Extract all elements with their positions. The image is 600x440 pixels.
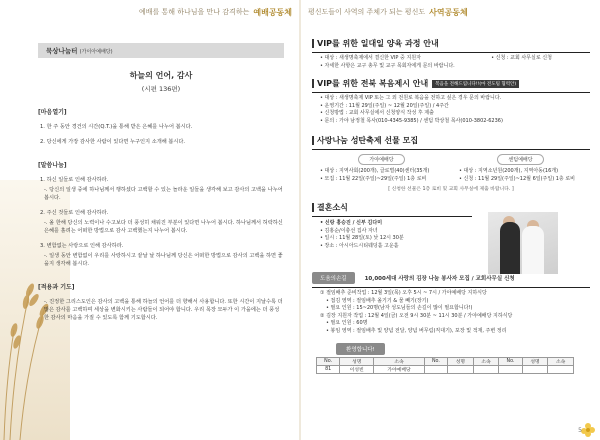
header-left-main: 예배공동체	[253, 7, 292, 17]
section-label-word: [말씀나눔]	[38, 162, 67, 169]
right-panel	[312, 32, 590, 374]
info-line: • 봉임 영역 : 절임배추 및 양념 전달, 양념 버무림(직대기), 포장 및 적재, 주변 정리	[326, 327, 507, 334]
info-line: ② 김장 지원자 작업 : 12월 4일(금) 오전 9시 30분 ~ 11시 30분 / 가야예배당 지하식당	[320, 312, 513, 319]
paragraph: 3. 변함없는 사랑으로 인해 감사하라.	[40, 243, 124, 249]
sermon-reference: (시편 136편)	[141, 85, 181, 93]
left-panel	[38, 38, 284, 428]
heading-wedding: 결혼소식	[312, 202, 590, 213]
info-line: ① 절임배추 준비작업 : 12월 3일(목) 오후 5시 ~ 7시 / 가야예배당 지하식당	[320, 290, 487, 296]
flower-decoration-icon	[560, 400, 600, 440]
info-line: • 신청 : 교회 사무실로 신청	[491, 55, 552, 61]
info-line: • 김홍순/이충선 집사 자녀	[320, 227, 378, 234]
header-right-sub: 평신도들이 사역의 주체가 되는 평신도	[308, 8, 426, 16]
header-left-sub: 예배를 통해 하나님을 만나 감격하는	[139, 8, 250, 16]
info-line: • 필요 인원 : 15~20명(남자 성도님들의 손길이 많이 필요합니다!)	[326, 305, 473, 311]
info-line: • 문의 : 가야 남정철 목사(010-4345-9385) / 센텀 박상철 목사(010-3802-6236)	[320, 117, 503, 124]
gift-note: [ 신청한 선물은 1층 로비 및 교회 사무실에 제출 바랍니다. ]	[388, 187, 514, 192]
header-right-main: 사역공동체	[429, 7, 468, 17]
info-line: • 대상 : 지역소년원(200개), 지역아동(16개)	[459, 168, 559, 174]
info-line: • 신랑 홍승진 / 신부 김다미	[320, 220, 383, 226]
heading-christmas-gifts: 사랑나눔 성탄축제 선물 모집	[312, 135, 590, 146]
page-number: 5	[578, 427, 582, 434]
info-line: • 자세한 사항은 교구 총무 및 교구 목회자에게 문의 바랍니다.	[320, 62, 455, 69]
pill-centum: 센텀예배당	[497, 154, 543, 165]
paragraph: -. 올 한해 당신의 노력이나 수고보다 더 풍성히 채워진 부분이 있다면 나누어 봅시다. 하나님께서 허락하신 은혜를 흘려는 어떠한 방법으로 감사 고백했는지 나누어 봅시다.	[44, 220, 283, 234]
gospel-note-badge: 복음을 전해드립니다!!(마 전도팀 협력안)	[432, 80, 519, 88]
info-line: • 일시 : 11월 28일(토) 낮 12시 30분	[320, 235, 404, 241]
info-line: • 모집 : 11월 22일(주일)~29일(주일) 1층 로비	[320, 175, 427, 182]
wedding-photo	[488, 212, 558, 274]
header-right	[300, 0, 600, 24]
section-tag-sub: (가이아예배당)	[79, 49, 113, 55]
paragraph: 1. 한 주 동안 경건의 시간(Q.T.)을 통해 받은 은혜를 나누어 봅시다.	[40, 124, 193, 130]
sermon-title: 하늘의 언어, 감사	[129, 71, 193, 80]
info-line: • 운영기간 : 11월 29일(주일) ~ 12월 20일(주일) / 4주간	[320, 102, 449, 109]
info-line: • 대상 : 새생명축제 VIP 또는 그 외 전원로 복음을 전하고 싶은 경우 문의 바랍니다.	[320, 95, 502, 101]
welcome-tag: 환영합니다!	[336, 343, 385, 355]
info-line: • 신청방법 : 교회 사무실에서 신청양식 작성 후 제출	[320, 110, 434, 116]
heading-vip-mentoring: VIP를 위한 일대일 양육 과정 안내	[312, 38, 590, 49]
info-line: • 대상 : 지역사회(200개), 글로벌(40)센터(35개)	[320, 168, 430, 174]
heading-vip-gospel: VIP를 위한 전북 복음제시 안내 복음을 전해드립니다!!(마 전도팀 협력안)	[312, 78, 590, 89]
table-header-row: No. 성명 소속 No. 성명 소속 No. 성명 소속	[317, 358, 574, 366]
pill-gaya: 가야예배당	[358, 154, 404, 165]
section-tag-label: 묵상나눔터	[46, 47, 78, 55]
info-line: • 필요 인원 : 60명	[326, 320, 368, 326]
paragraph: -. 일생 동안 변함없이 우리를 사랑하시고 끝날 날 하나님께 당신은 어떠한 방법으로 감사의 고백을 하면 좋을지 생각해 봅시다.	[44, 253, 283, 267]
section-tag	[38, 43, 284, 58]
section-label-open: [마음열기]	[38, 109, 67, 116]
info-line: • 대상 : 새생명축제에서 결신한 VIP 중 지원자	[320, 55, 421, 61]
paragraph: -. 진정한 그리스도인은 감사의 고백을 통해 하늘의 언어를 더 향해서 사용합니다. 또한 시간이 지날수록 더 많은 감사를 고백하며 세상을 변화시키는 사람들이 되어야 합니다. 우리 목장 모두가 이 가을에는 더 풍성한 감사의 마음을 가질 수 있도록 함께 기도합시다.	[44, 299, 283, 321]
paragraph: 2. 당신에게 가장 감사한 사람이 있다면 누구인지 소개해 봅시다.	[40, 139, 186, 145]
table-row: 81 이성빈 가야예배당	[317, 366, 574, 374]
helping-hands-title: 10,000세대 사랑의 김장 나눔 봉사자 모집 / 교회사무실 신청	[364, 276, 515, 282]
info-line: • 접김 영역 : 절임배추 올기기 & 물 빼기(장기)	[326, 297, 429, 304]
paragraph: -. 당신의 일생 중에 하나님께서 행하셨다 고백할 수 있는 놀라운 일들을 생각해 보고 감사의 고백을 나누어 봅시다.	[44, 187, 283, 201]
header-left	[0, 0, 300, 24]
paragraph: 2. 주신 것들로 인해 감사하라.	[40, 210, 109, 216]
paragraph: 1. 하신 일들로 인해 감사하라.	[40, 177, 109, 183]
welcome-table	[316, 357, 574, 374]
helping-hands-tag: 도움의손길	[312, 272, 355, 284]
info-line: • 신청 : 11월 29일(주일)~12월 6일(주일) 1층 로비	[459, 175, 575, 182]
page-divider	[299, 0, 301, 440]
info-line: • 장소 : 아시아드시티웨딩홀 고운홀	[320, 242, 399, 249]
section-label-apply: [적용과 기도]	[38, 284, 75, 291]
